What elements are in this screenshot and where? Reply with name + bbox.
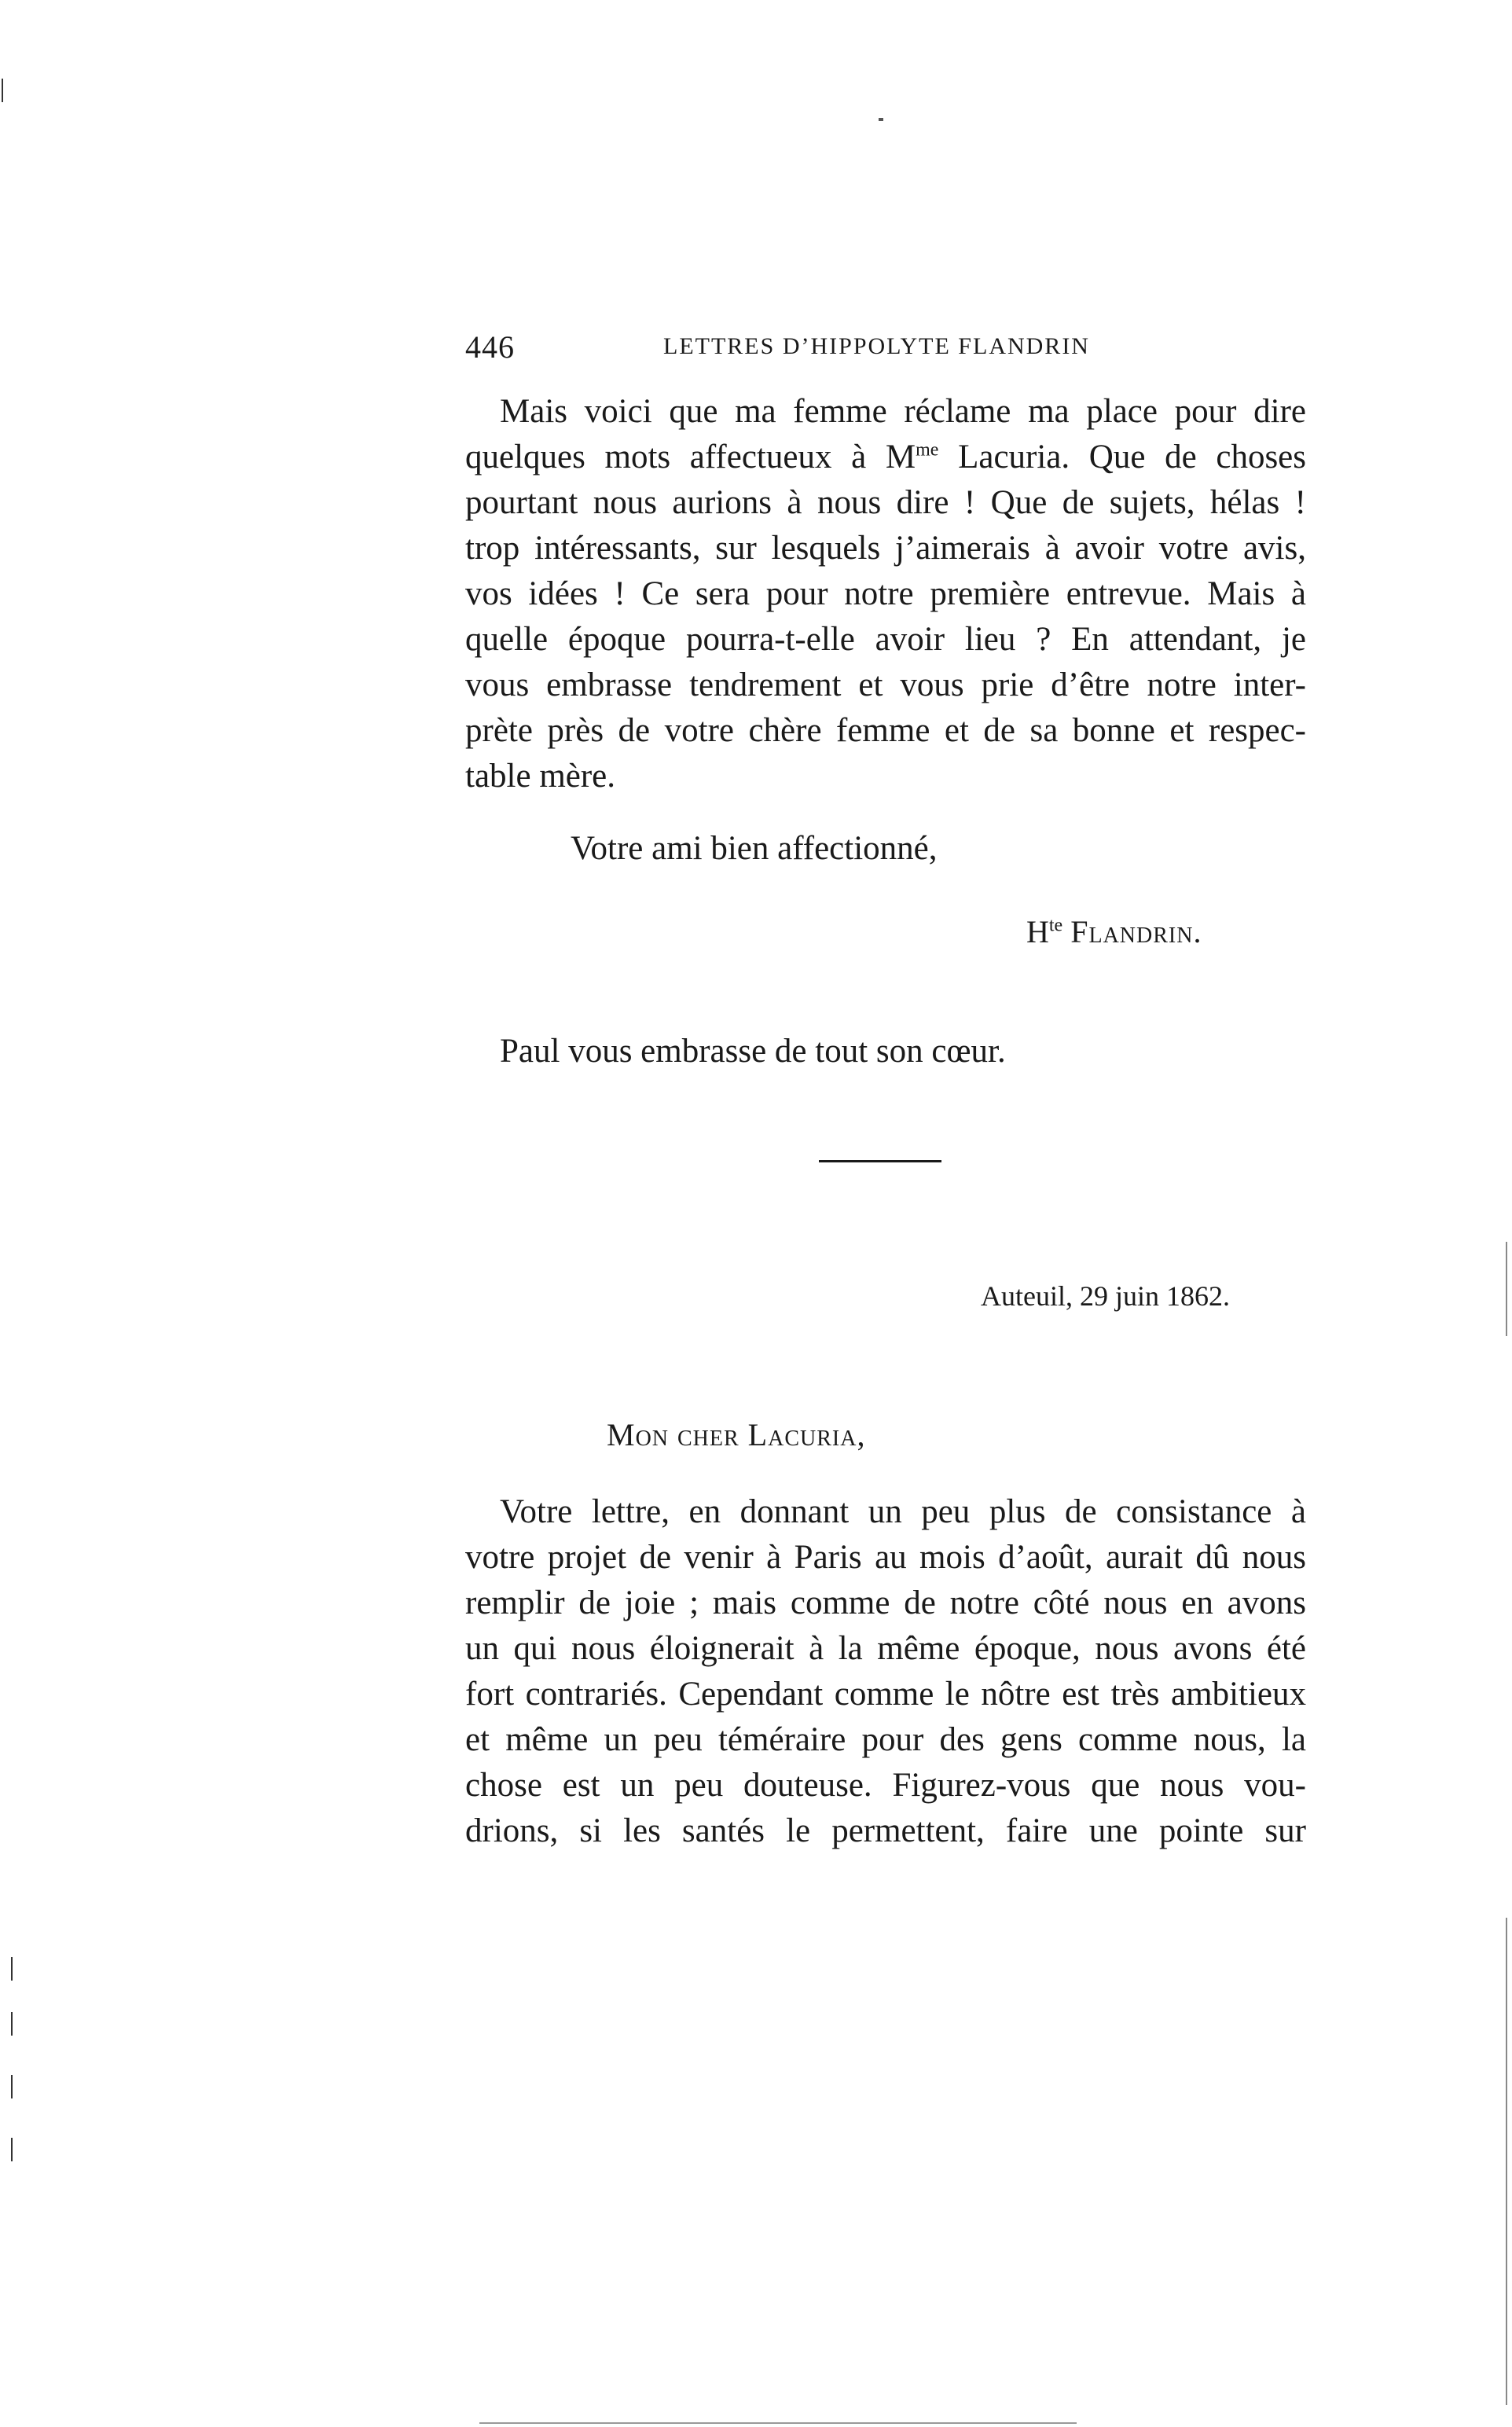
page-number: 446 — [465, 329, 515, 365]
scan-edge-mark — [11, 1957, 13, 1981]
text-line: Mais voici que ma femme réclame ma place pour dire — [500, 393, 1306, 430]
scan-edge-mark — [11, 2012, 13, 2036]
section-divider — [819, 1160, 941, 1162]
signature-name: Flandrin. — [1070, 914, 1202, 949]
scan-edge-mark — [1506, 1242, 1507, 1336]
scan-speck — [879, 118, 883, 121]
superscript: te — [1048, 915, 1063, 936]
text-segment: quelques mots affectueux à M — [465, 439, 916, 475]
letter2-paragraph — [465, 1489, 1306, 1854]
letter1-paragraph — [465, 389, 1306, 799]
letter-closing: Votre ami bien affectionné, — [571, 830, 938, 867]
text-line: prète près de votre chère femme et de sa bonne et respec- — [465, 712, 1306, 749]
scan-edge-mark — [2, 79, 3, 102]
text-line: fort contrariés. Cependant comme le nôtre est très ambitieux — [465, 1676, 1306, 1713]
signature — [1026, 913, 1202, 950]
text-line: un qui nous éloignerait à la même époque, nous avons été — [465, 1630, 1306, 1667]
text-line: quelle époque pourra-t-elle avoir lieu ? En attendant, je — [465, 621, 1306, 658]
text-line: drions, si les santés le permettent, faire une pointe sur — [465, 1812, 1306, 1849]
scan-bottom-line — [479, 2422, 1077, 2424]
text-line — [465, 435, 1306, 480]
signature-initial: H — [1026, 914, 1049, 949]
dateline: Auteuil, 29 juin 1862. — [981, 1280, 1230, 1312]
text-line: table mère. — [465, 758, 616, 795]
postscript: Paul vous embrasse de tout son cœur. — [500, 1033, 1006, 1070]
text-line: Votre lettre, en donnant un peu plus de consistance à — [500, 1493, 1306, 1530]
text-line: vos idées ! Ce sera pour notre première entrevue. Mais à — [465, 575, 1306, 612]
text-line: chose est un peu douteuse. Figurez-vous que nous vou- — [465, 1767, 1306, 1804]
text-line: votre projet de venir à Paris au mois d’août, aurait dû nous — [465, 1539, 1306, 1576]
scan-edge-mark — [11, 2138, 13, 2161]
superscript: me — [916, 439, 939, 461]
page-header — [465, 329, 1306, 368]
text-line: trop intéressants, sur lesquels j’aimerais à avoir votre avis, — [465, 530, 1306, 567]
text-segment: Lacuria. Que de choses — [938, 439, 1306, 475]
running-head: LETTRES D’HIPPOLYTE FLANDRIN — [663, 333, 1090, 359]
text-line: remplir de joie ; mais comme de notre côté nous en avons — [465, 1584, 1306, 1621]
scan-edge-mark — [1506, 1918, 1507, 2405]
text-line: et même un peu téméraire pour des gens comme nous, la — [465, 1721, 1306, 1758]
text-line: pourtant nous aurions à nous dire ! Que de sujets, hélas ! — [465, 484, 1306, 521]
text-line: vous embrasse tendrement et vous prie d’être notre inter- — [465, 666, 1306, 703]
scan-edge-mark — [11, 2075, 13, 2098]
salutation: Mon cher Lacuria, — [607, 1417, 866, 1452]
